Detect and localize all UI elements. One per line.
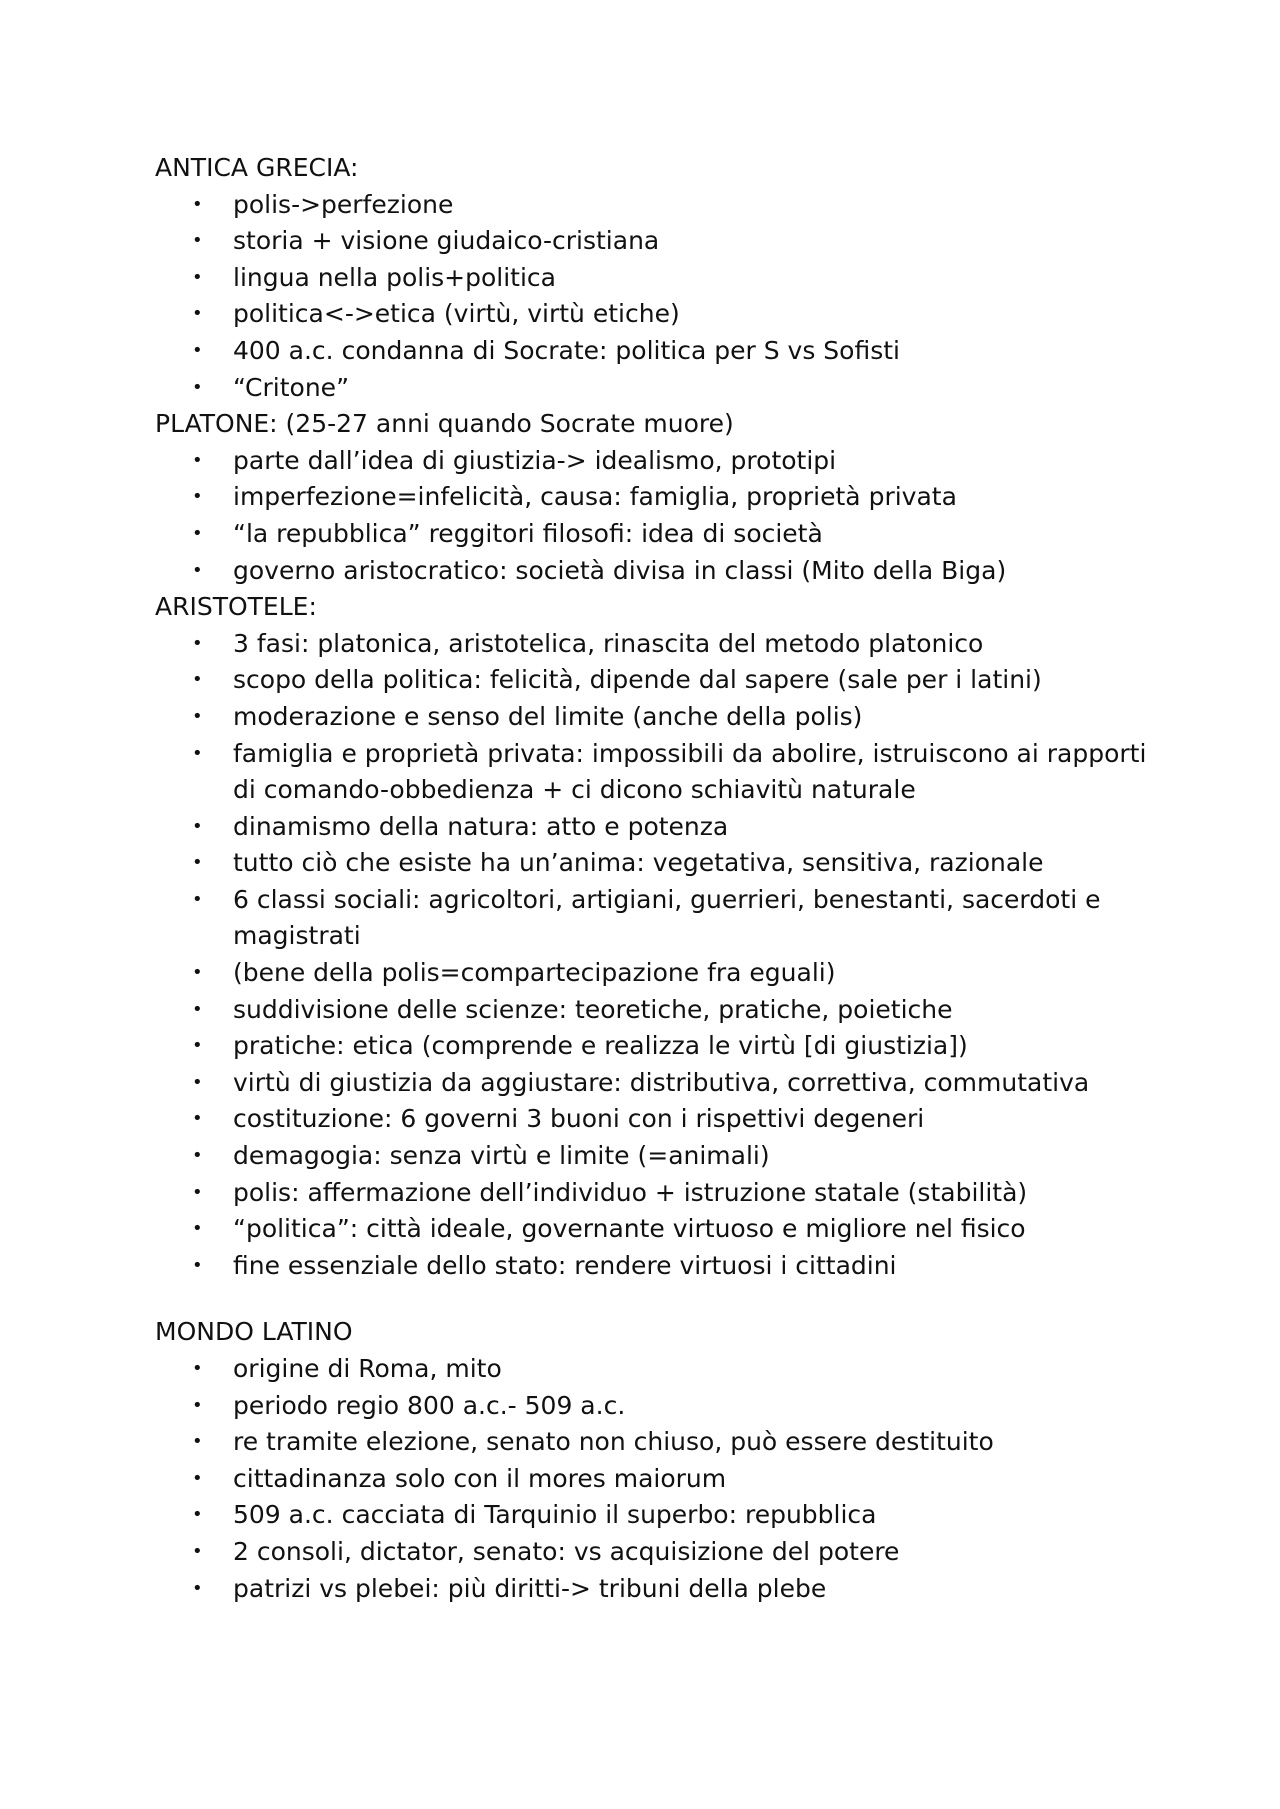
bullet-icon: • [192, 522, 203, 544]
list-item: • politica<->etica (virtù, virtù etiche) [155, 296, 1155, 333]
list-item: • moderazione e senso del limite (anche della polis) [155, 699, 1155, 736]
bullet-icon: • [192, 632, 203, 654]
list-item: • imperfezione=infelicità, causa: famiglia, proprietà privata [155, 479, 1155, 516]
list-item: • 6 classi sociali: agricoltori, artigiani, guerrieri, benestanti, sacerdoti e magistrati [155, 882, 1155, 955]
bullet-icon: • [192, 1540, 203, 1562]
list-item: • 400 a.c. condanna di Socrate: politica per S vs Sofisti [155, 333, 1155, 370]
list-item: • virtù di giustizia da aggiustare: distributiva, correttiva, commutativa [155, 1065, 1155, 1102]
bullet-icon: • [192, 376, 203, 398]
list-item: • polis->perfezione [155, 187, 1155, 224]
bullet-icon: • [192, 230, 203, 252]
bullet-icon: • [192, 815, 203, 837]
bullet-icon: • [192, 1145, 203, 1167]
bullet-icon: • [192, 742, 203, 764]
bullet-icon: • [192, 1254, 203, 1276]
bullet-icon: • [192, 486, 203, 508]
bullet-icon: • [192, 266, 203, 288]
list-item: • fine essenziale dello stato: rendere virtuosi i cittadini [155, 1248, 1155, 1285]
list-item: • governo aristocratico: società divisa in classi (Mito della Biga) [155, 553, 1155, 590]
list-item: • “Critone” [155, 370, 1155, 407]
bullet-list [155, 626, 1155, 1285]
bullet-list [155, 1351, 1155, 1607]
section-heading: PLATONE: (25-27 anni quando Socrate muore) [155, 409, 734, 439]
list-item: • demagogia: senza virtù e limite (=animali) [155, 1138, 1155, 1175]
list-item: • 509 a.c. cacciata di Tarquinio il superbo: repubblica [155, 1497, 1155, 1534]
list-item: • lingua nella polis+politica [155, 260, 1155, 297]
list-item: • parte dall’idea di giustizia-> idealismo, prototipi [155, 443, 1155, 480]
section-mondo-latino [155, 1314, 1155, 1607]
section-heading: MONDO LATINO [155, 1317, 353, 1347]
list-item: • tutto ciò che esiste ha un’anima: vegetativa, sensitiva, razionale [155, 845, 1155, 882]
section-antica-grecia [155, 150, 1155, 406]
bullet-icon: • [192, 1504, 203, 1526]
bullet-icon: • [192, 962, 203, 984]
bullet-icon: • [192, 1181, 203, 1203]
bullet-icon: • [192, 1218, 203, 1240]
bullet-icon: • [192, 998, 203, 1020]
list-item: • 3 fasi: platonica, aristotelica, rinascita del metodo platonico [155, 626, 1155, 663]
list-item: • scopo della politica: felicità, dipende dal sapere (sale per i latini) [155, 662, 1155, 699]
document-page [155, 150, 1155, 1607]
bullet-icon: • [192, 852, 203, 874]
bullet-icon: • [192, 705, 203, 727]
list-item: • (bene della polis=compartecipazione fra eguali) [155, 955, 1155, 992]
section-heading: ARISTOTELE: [155, 592, 317, 622]
section-aristotele [155, 589, 1155, 1284]
bullet-icon: • [192, 1358, 203, 1379]
bullet-icon: • [192, 1071, 203, 1093]
list-item: • pratiche: etica (comprende e realizza le virtù [di giustizia]) [155, 1028, 1155, 1065]
section-platone [155, 406, 1155, 589]
list-item: • suddivisione delle scienze: teoretiche, pratiche, poietiche [155, 992, 1155, 1029]
list-item: • storia + visione giudaico-cristiana [155, 223, 1155, 260]
bullet-icon: • [192, 888, 203, 910]
list-item: • famiglia e proprietà privata: impossibili da abolire, istruiscono ai rapporti di comando-obbedienza + ci dicono schiavitù naturale [155, 736, 1155, 809]
list-item: • “politica”: città ideale, governante virtuoso e migliore nel fisico [155, 1211, 1155, 1248]
list-item: • periodo regio 800 a.c.- 509 a.c. [155, 1388, 1155, 1425]
bullet-icon: • [192, 339, 203, 361]
list-item: • “la repubblica” reggitori filosofi: idea di società [155, 516, 1155, 553]
bullet-icon: • [192, 669, 203, 691]
bullet-icon: • [192, 1035, 203, 1057]
bullet-icon: • [192, 193, 203, 215]
bullet-icon: • [192, 1431, 203, 1453]
bullet-list [155, 187, 1155, 407]
bullet-icon: • [192, 559, 203, 581]
list-item: • polis: affermazione dell’individuo + istruzione statale (stabilità) [155, 1175, 1155, 1212]
bullet-icon: • [192, 1394, 203, 1416]
list-item: • re tramite elezione, senato non chiuso, può essere destituito [155, 1424, 1155, 1461]
list-item: • 2 consoli, dictator, senato: vs acquisizione del potere [155, 1534, 1155, 1571]
bullet-icon: • [192, 1467, 203, 1489]
bullet-icon: • [192, 1577, 203, 1599]
list-item: • cittadinanza solo con il mores maiorum [155, 1461, 1155, 1498]
list-item: • origine di Roma, mito [155, 1351, 1155, 1388]
bullet-icon: • [192, 1108, 203, 1130]
list-item: • costituzione: 6 governi 3 buoni con i rispettivi degeneri [155, 1101, 1155, 1138]
list-item: • patrizi vs plebei: più diritti-> tribuni della plebe [155, 1571, 1155, 1608]
bullet-icon: • [192, 449, 203, 471]
bullet-icon: • [192, 303, 203, 325]
section-heading: ANTICA GRECIA: [155, 153, 359, 182]
bullet-list [155, 443, 1155, 589]
list-item: • dinamismo della natura: atto e potenza [155, 809, 1155, 846]
